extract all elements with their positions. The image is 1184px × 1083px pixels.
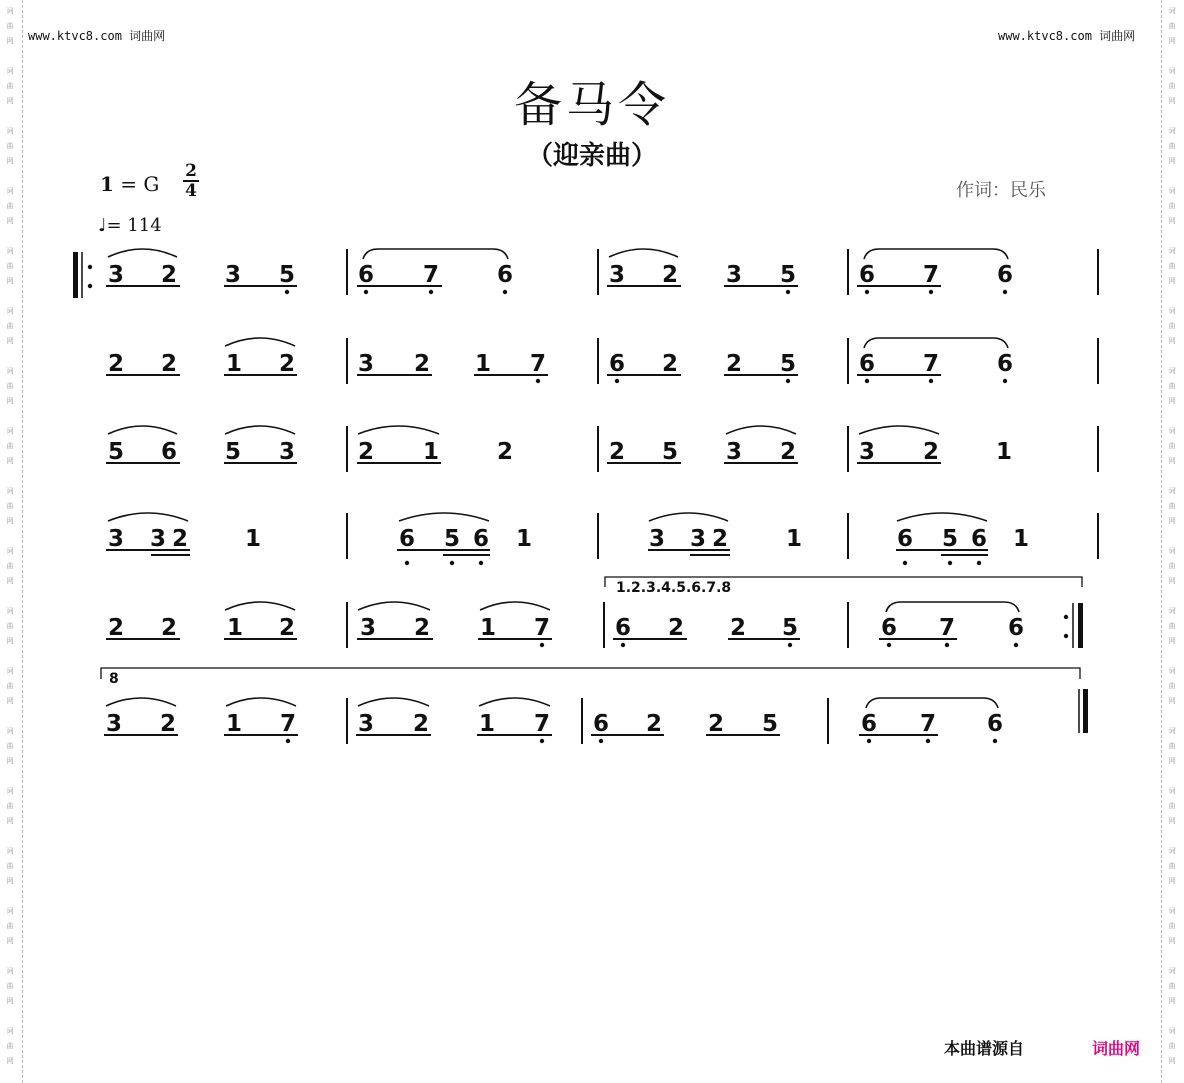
watermark-text: 词 曲 网: [1168, 427, 1176, 465]
slur: [886, 602, 1019, 612]
slur: [399, 513, 489, 521]
note: 2: [661, 351, 679, 377]
note: 6: [1007, 615, 1025, 641]
repeat-dot: [1064, 634, 1068, 638]
note: 3: [359, 615, 377, 641]
note: 3: [105, 711, 123, 737]
note: 6: [160, 439, 178, 465]
note: 3: [107, 262, 125, 288]
note: 6: [970, 526, 988, 552]
note: 6: [496, 262, 514, 288]
note: 1: [244, 526, 262, 552]
octave-dot: [1003, 290, 1007, 294]
note: 2: [171, 526, 189, 552]
slur: [226, 698, 296, 706]
octave-dot: [364, 290, 368, 294]
watermark-text: 词 曲 网: [1168, 247, 1176, 285]
octave-dot: [867, 739, 871, 743]
octave-dot: [599, 739, 603, 743]
key-name: = G: [113, 172, 160, 196]
slur: [726, 426, 796, 434]
note: 2: [608, 439, 626, 465]
watermark-text: 词 曲 网: [6, 427, 14, 465]
note: 3: [107, 526, 125, 552]
note: 1: [1012, 526, 1030, 552]
note: 7: [279, 711, 297, 737]
meter-bottom: 4: [185, 181, 197, 201]
octave-dot: [615, 379, 619, 383]
note: 1: [422, 439, 440, 465]
slur: [363, 249, 508, 259]
first-ending-bracket: [605, 577, 1082, 596]
slur: [864, 249, 1008, 259]
note: 5: [224, 439, 242, 465]
watermark-text: 词 曲 网: [1168, 907, 1176, 945]
watermark-text: 词 曲 网: [1168, 487, 1176, 525]
quarter-note-icon: ♩: [98, 215, 107, 236]
note: 3: [149, 526, 167, 552]
note: 6: [880, 615, 898, 641]
note: 7: [919, 711, 937, 737]
note: 3: [725, 439, 743, 465]
note: 3: [648, 526, 666, 552]
note: 3: [357, 351, 375, 377]
note: 5: [661, 439, 679, 465]
note: 6: [896, 526, 914, 552]
octave-dot: [429, 290, 433, 294]
note: 3: [224, 262, 242, 288]
slur: [609, 249, 678, 257]
note: 7: [533, 711, 551, 737]
note: 3: [725, 262, 743, 288]
final-thick-bar: [1083, 689, 1088, 733]
watermark-text: 词 曲 网: [1168, 127, 1176, 165]
watermark-text: 词 曲 网: [1168, 787, 1176, 825]
watermark-text: 词 曲 网: [6, 367, 14, 405]
note: 6: [858, 262, 876, 288]
watermark-text: 词 曲 网: [6, 907, 14, 945]
watermark-text: 词 曲 网: [1168, 187, 1176, 225]
watermark-text: 词 曲 网: [1168, 667, 1176, 705]
lyricist-credit: 作词：民乐: [956, 180, 1046, 201]
repeat-start-thick-bar: [73, 252, 78, 298]
slur: [358, 698, 429, 706]
note: 2: [667, 615, 685, 641]
note: 1: [995, 439, 1013, 465]
watermark-text: 词 曲 网: [1168, 847, 1176, 885]
watermark-text: 词 曲 网: [1168, 547, 1176, 585]
song-subtitle: （迎亲曲）: [526, 141, 657, 171]
octave-dot: [977, 561, 981, 565]
note: 2: [729, 615, 747, 641]
tempo-value: = 114: [106, 215, 162, 236]
note: 7: [922, 351, 940, 377]
note: 2: [413, 615, 431, 641]
watermark-text: 词 曲 网: [6, 547, 14, 585]
octave-dot: [503, 290, 507, 294]
note: 7: [922, 262, 940, 288]
note: 5: [761, 711, 779, 737]
note: 2: [160, 262, 178, 288]
note: 1: [785, 526, 803, 552]
repeat-end-thick-bar: [1078, 603, 1083, 648]
watermark-text: 词 曲 网: [6, 487, 14, 525]
second-ending-label: 8: [109, 671, 119, 687]
watermark-text: 词 曲 网: [6, 307, 14, 345]
note: 2: [107, 615, 125, 641]
octave-dot: [1003, 379, 1007, 383]
note: 3: [689, 526, 707, 552]
note: 1: [225, 711, 243, 737]
slur: [108, 513, 188, 521]
slur: [864, 338, 1008, 348]
note: 1: [478, 711, 496, 737]
note: 5: [779, 351, 797, 377]
note: 5: [781, 615, 799, 641]
key-number: 1: [100, 172, 114, 196]
octave-dot: [929, 290, 933, 294]
note: 1: [226, 615, 244, 641]
slur: [225, 426, 295, 434]
octave-dot: [786, 379, 790, 383]
octave-dot: [285, 290, 289, 294]
octave-dot: [993, 739, 997, 743]
octave-dot: [405, 561, 409, 565]
octave-dot: [479, 561, 483, 565]
note: 6: [986, 711, 1004, 737]
note: 7: [938, 615, 956, 641]
slur: [106, 698, 176, 706]
octave-dot: [865, 379, 869, 383]
note: 7: [529, 351, 547, 377]
watermark-text: 词 曲 网: [6, 67, 14, 105]
watermark-text: 词 曲 网: [6, 607, 14, 645]
note: 2: [160, 615, 178, 641]
watermark-text: 词 曲 网: [1168, 307, 1176, 345]
note: 5: [443, 526, 461, 552]
note: 3: [858, 439, 876, 465]
octave-dot: [887, 643, 891, 647]
slur: [866, 698, 998, 708]
meter-top: 2: [183, 162, 199, 182]
watermark-text: 词 曲 网: [6, 727, 14, 765]
note: 1: [479, 615, 497, 641]
slur: [479, 698, 550, 706]
note: 1: [515, 526, 533, 552]
note: 2: [278, 615, 296, 641]
octave-dot: [929, 379, 933, 383]
note: 7: [422, 262, 440, 288]
note: 6: [996, 351, 1014, 377]
note: 6: [357, 262, 375, 288]
slur: [358, 426, 439, 434]
repeat-dot: [1064, 615, 1068, 619]
octave-dot: [536, 379, 540, 383]
second-ending-bracket: [101, 668, 1080, 687]
note: 5: [779, 262, 797, 288]
watermark-text: 词 曲 网: [6, 667, 14, 705]
octave-dot: [948, 561, 952, 565]
slur: [480, 602, 550, 610]
watermark-text: 词 曲 网: [6, 967, 14, 1005]
slur: [649, 513, 728, 521]
octave-dot: [788, 643, 792, 647]
note: 3: [608, 262, 626, 288]
note: 2: [707, 711, 725, 737]
source-site-link[interactable]: 词曲网: [1092, 1039, 1141, 1058]
slur: [108, 249, 177, 257]
note: 2: [661, 262, 679, 288]
slur: [897, 513, 987, 521]
source-label: 本曲谱源自: [944, 1039, 1025, 1058]
note: 2: [922, 439, 940, 465]
note: 2: [645, 711, 663, 737]
octave-dot: [540, 643, 544, 647]
song-title: 备马令: [513, 77, 670, 133]
octave-dot: [1014, 643, 1018, 647]
watermark-text: 词 曲 网: [6, 7, 14, 45]
note: 5: [941, 526, 959, 552]
octave-dot: [286, 739, 290, 743]
watermark-text: 词 曲 网: [1168, 7, 1176, 45]
watermark-text: 词 曲 网: [6, 847, 14, 885]
note: 3: [357, 711, 375, 737]
note: 2: [779, 439, 797, 465]
note: 6: [592, 711, 610, 737]
watermark-text: 词 曲 网: [1168, 607, 1176, 645]
slur: [358, 602, 430, 610]
note: 5: [107, 439, 125, 465]
slur: [108, 426, 177, 434]
watermark-text: 词 曲 网: [1168, 727, 1176, 765]
note: 1: [225, 351, 243, 377]
watermark-text: 词 曲 网: [6, 127, 14, 165]
octave-dot: [865, 290, 869, 294]
octave-dot: [945, 643, 949, 647]
note: 6: [860, 711, 878, 737]
note: 6: [472, 526, 490, 552]
note: 3: [278, 439, 296, 465]
note: 6: [608, 351, 626, 377]
slur: [225, 338, 295, 346]
note: 6: [858, 351, 876, 377]
octave-dot: [926, 739, 930, 743]
note: 2: [412, 711, 430, 737]
watermark-text: 词 曲 网: [1168, 1027, 1176, 1065]
first-ending-label: 1.2.3.4.5.6.7.8: [616, 580, 732, 596]
note: 5: [278, 262, 296, 288]
watermark-text: 词 曲 网: [1168, 967, 1176, 1005]
note: 2: [159, 711, 177, 737]
note: 2: [357, 439, 375, 465]
octave-dot: [903, 561, 907, 565]
note: 2: [413, 351, 431, 377]
note: 2: [160, 351, 178, 377]
note: 2: [711, 526, 729, 552]
note: 2: [278, 351, 296, 377]
octave-dot: [621, 643, 625, 647]
watermark-text: 词 曲 网: [6, 1027, 14, 1065]
note: 6: [996, 262, 1014, 288]
octave-dot: [786, 290, 790, 294]
site-url-right: www.ktvc8.com 词曲网: [998, 29, 1136, 43]
watermark-text: 词 曲 网: [1168, 67, 1176, 105]
note: 1: [474, 351, 492, 377]
watermark-text: 词 曲 网: [6, 187, 14, 225]
slur: [859, 426, 939, 434]
site-url-left: www.ktvc8.com 词曲网: [28, 29, 166, 43]
repeat-dot: [88, 284, 92, 288]
octave-dot: [450, 561, 454, 565]
note: 7: [533, 615, 551, 641]
watermark-text: 词 曲 网: [6, 787, 14, 825]
note: 2: [725, 351, 743, 377]
repeat-dot: [88, 265, 92, 269]
note: 2: [496, 439, 514, 465]
note: 6: [398, 526, 416, 552]
watermark-text: 词 曲 网: [6, 247, 14, 285]
note: 2: [107, 351, 125, 377]
octave-dot: [540, 739, 544, 743]
watermark-text: 词 曲 网: [1168, 367, 1176, 405]
note: 6: [614, 615, 632, 641]
slur: [225, 602, 295, 610]
